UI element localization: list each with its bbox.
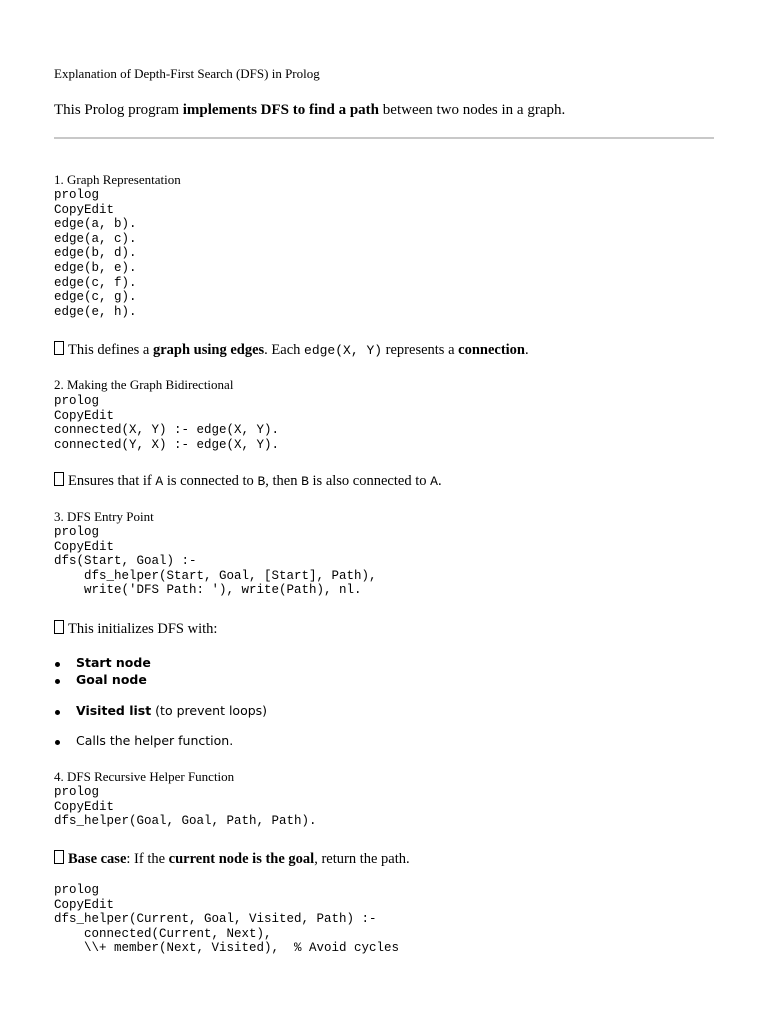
section-heading-graph-representation: 1. Graph Representation — [54, 172, 181, 187]
note-bold: current node is the goal — [168, 851, 315, 867]
note-text: This initializes DFS with: — [68, 621, 218, 637]
list-item — [76, 655, 151, 670]
bullet-bold: Start node — [76, 655, 151, 670]
list-item — [76, 672, 147, 687]
document-title: Explanation of Depth-First Search (DFS) in Prolog — [54, 66, 320, 81]
note-dfs-init — [54, 620, 217, 638]
note-base-case — [54, 850, 410, 868]
inline-code: A — [155, 474, 164, 489]
bullet-text: Calls the helper function. — [76, 733, 234, 748]
inline-code: A — [430, 474, 438, 489]
list-item — [76, 733, 233, 748]
note-text: is also connected to — [308, 473, 431, 489]
bullet-bold: Visited list — [76, 703, 152, 718]
note-text: This defines a — [68, 342, 153, 358]
intro-paragraph — [54, 102, 565, 119]
section-heading-bidirectional: 2. Making the Graph Bidirectional — [54, 377, 234, 392]
intro-bold: implements DFS to find a path — [182, 102, 380, 118]
note-text: , then — [265, 473, 302, 489]
missing-glyph-icon — [54, 341, 64, 355]
note-text: . — [437, 473, 442, 489]
note-bold: graph using edges — [152, 342, 265, 358]
note-text: represents a — [382, 342, 459, 358]
inline-code: B — [301, 474, 309, 489]
note-bold: Base case — [68, 851, 127, 867]
bullet-text: (to prevent loops) — [151, 703, 268, 718]
note-text: is connected to — [163, 473, 258, 489]
note-text: , return the path. — [314, 851, 410, 867]
note-text: Ensures that if — [68, 473, 156, 489]
inline-code: B — [257, 474, 266, 489]
code-block-edges: prolog CopyEdit edge(a, b). edge(a, c). edge(b, d). edge(b, e). edge(c, f). edge(c, g). edge(e, h). — [54, 188, 137, 319]
horizontal-divider — [54, 137, 714, 139]
intro-text-end: between two nodes in a graph. — [379, 102, 566, 118]
bullet-bold: Goal node — [76, 672, 147, 687]
note-bidirectional — [54, 472, 442, 490]
code-block-recursive: prolog CopyEdit dfs_helper(Current, Goal, Visited, Path) :- connected(Current, Next), \\+ member(Next, Visited), % Avoid cycles — [54, 883, 400, 956]
inline-code: edge(X, Y) — [304, 343, 383, 358]
code-block-base-case: prolog CopyEdit dfs_helper(Goal, Goal, Path, Path). — [54, 785, 317, 829]
intro-text: This Prolog program — [54, 102, 183, 118]
missing-glyph-icon — [54, 850, 64, 864]
note-bold: connection — [458, 342, 525, 358]
section-heading-dfs-entry: 3. DFS Entry Point — [54, 509, 154, 524]
list-item — [76, 703, 267, 718]
note-graph-edges — [54, 341, 529, 359]
code-block-dfs-entry: prolog CopyEdit dfs(Start, Goal) :- dfs_helper(Start, Goal, [Start], Path), write('DFS Path: '), write(Path), nl. — [54, 525, 377, 598]
note-text: . — [525, 342, 529, 358]
note-text: . Each — [264, 342, 305, 358]
section-heading-dfs-helper: 4. DFS Recursive Helper Function — [54, 769, 235, 784]
missing-glyph-icon — [54, 472, 64, 486]
code-block-connected: prolog CopyEdit connected(X, Y) :- edge(X, Y). connected(Y, X) :- edge(X, Y). — [54, 394, 280, 452]
note-text: : If the — [126, 851, 169, 867]
missing-glyph-icon — [54, 620, 64, 634]
